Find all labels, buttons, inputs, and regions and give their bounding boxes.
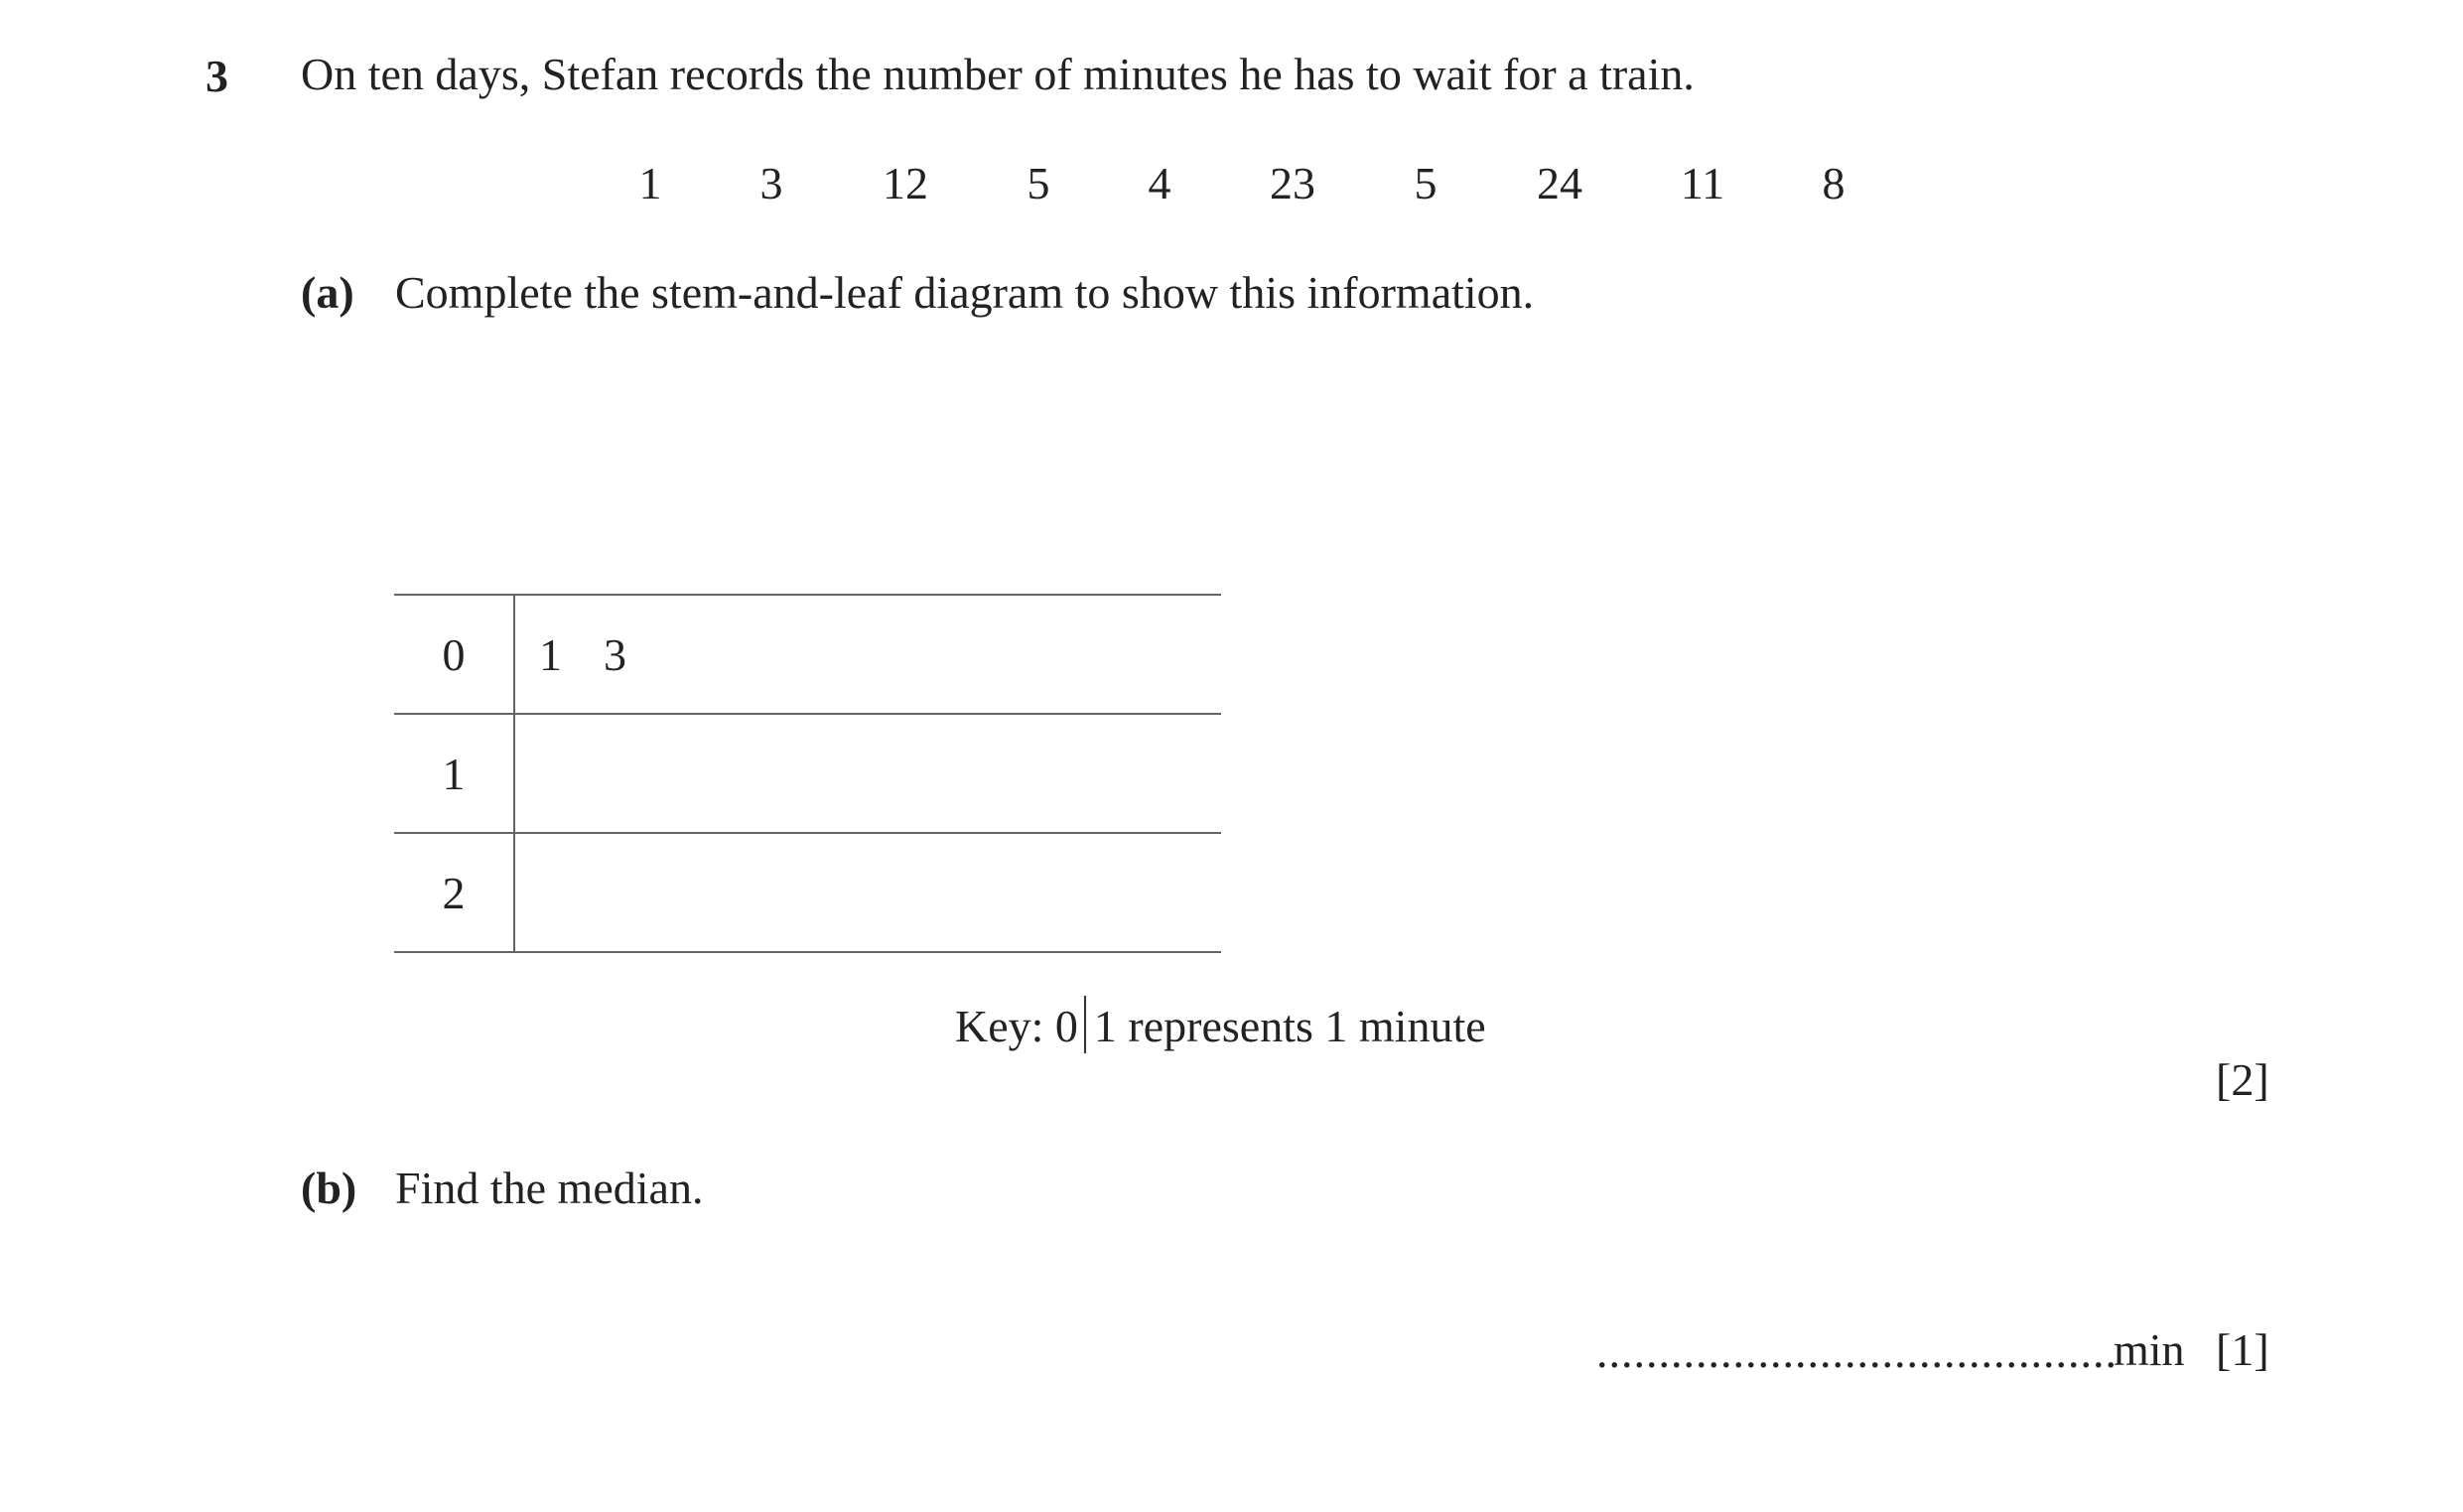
data-value: 1 [638,158,662,208]
answer-unit: min [2114,1324,2185,1375]
key-suffix: 1 represents 1 minute [1093,1001,1486,1051]
data-value: 24 [1537,158,1582,208]
part-b-text: Find the median. [395,1163,704,1213]
stem-cell: 2 [394,833,514,952]
leaf: 3 [604,628,626,680]
data-value: 12 [883,158,928,208]
key-prefix: Key: 0 [955,1001,1078,1051]
leaves-cell[interactable] [514,714,1221,833]
stem-cell: 1 [394,714,514,833]
diagram-key [955,996,1486,1053]
answer-line[interactable]: .......................................... [1596,1326,2118,1377]
data-value: 5 [1026,158,1050,208]
leaves-cell[interactable] [514,595,1221,714]
key-divider [1084,996,1086,1053]
stem-row [394,833,1221,952]
data-value: 3 [759,158,783,208]
data-value: 23 [1270,158,1315,208]
part-a-marks: [2] [2216,1054,2269,1105]
question-text: On ten days, Stefan records the number of minutes he has to wait for a train. [301,49,1695,99]
part-b-marks: [1] [2216,1324,2269,1375]
stem-row [394,714,1221,833]
part-b-label: (b) [301,1163,357,1213]
part-a-label: (a) [301,267,354,318]
stem-cell: 0 [394,595,514,714]
data-value: 5 [1414,158,1437,208]
question-number: 3 [205,51,228,101]
data-value: 11 [1680,158,1725,208]
data-value: 4 [1148,158,1171,208]
leaves-cell[interactable] [514,833,1221,952]
stem-row [394,595,1221,714]
leaf: 1 [539,628,562,680]
data-value: 8 [1822,158,1846,208]
part-a-text: Complete the stem-and-leaf diagram to show this information. [395,267,1535,318]
stem-and-leaf-diagram [394,594,1221,953]
